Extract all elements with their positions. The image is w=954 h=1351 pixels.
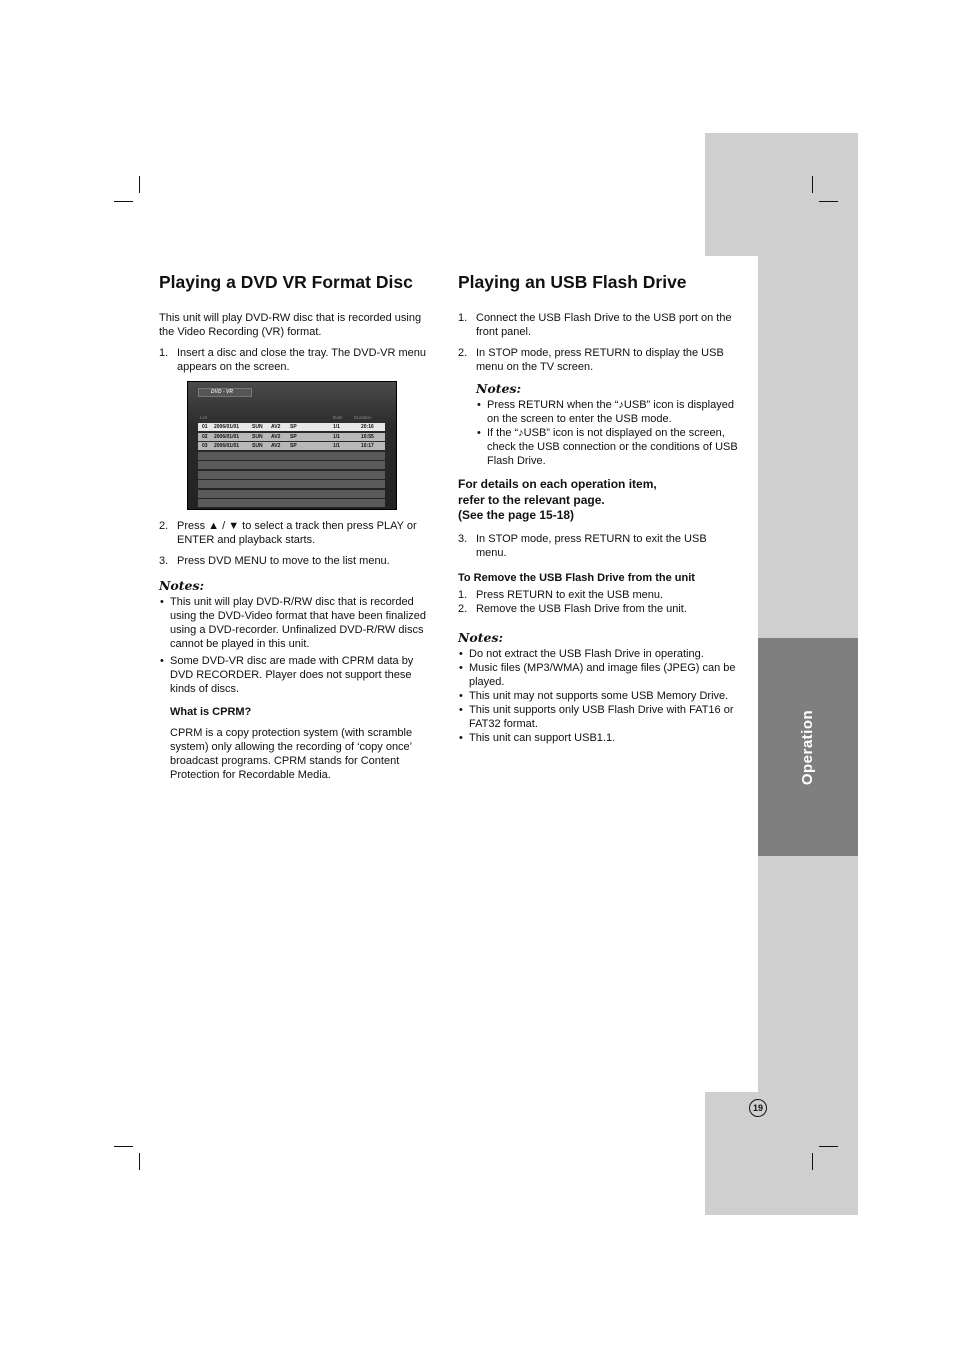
table-row-empty — [198, 490, 385, 498]
crop-mark — [812, 1153, 813, 1170]
table-row: 03 2006/01/01 SUN AV2 SP 1/1 10:17 — [198, 442, 385, 450]
cprm-heading: What is CPRM? — [170, 706, 252, 718]
notes-heading: Notes: — [476, 381, 522, 396]
table-row-empty — [198, 480, 385, 488]
note-item: • This unit can support USB1.1. — [459, 731, 616, 744]
cprm-text: CPRM is a copy protection system (with scramble system) only allowing the recording of ‘copy once’ broadcast programs. CPRM stands for Content Protection for Recordable Media. — [170, 727, 413, 781]
cprm-block — [159, 705, 431, 782]
crop-mark — [114, 1146, 133, 1147]
notes-heading: Notes: — [458, 629, 504, 645]
menu-tab: DVD - VR — [198, 388, 252, 397]
crop-mark — [819, 1146, 838, 1147]
step-item: 3. Press DVD MENU to move to the list menu. — [159, 555, 390, 567]
note-item: • This unit may not supports some USB Memory Drive. — [459, 689, 729, 702]
right-column — [458, 272, 738, 745]
intro-text: This unit will play DVD-RW disc that is recorded using the Video Recording (VR) format. — [159, 312, 422, 338]
table-row-empty — [198, 499, 385, 507]
table-row-empty — [198, 461, 385, 469]
note-item: • Some DVD-VR disc are made with CPRM data by DVD RECORDER. Player does not support these kinds of discs. — [160, 655, 414, 695]
menu-rows — [198, 423, 385, 509]
table-row: 02 2006/01/01 SUN AV2 SP 1/1 10:55 — [198, 433, 385, 441]
page-number: 19 — [749, 1099, 767, 1117]
note-item: • If the “♪USB” icon is not displayed on the screen, check the USB connection or the conditions of USB Flash Drive. — [477, 427, 738, 467]
details-reference: For details on each operation item, refer to the relevant page. (See the page 15-18) — [458, 477, 657, 522]
usb-steps — [458, 311, 738, 374]
step-item: 1. Insert a disc and close the tray. The DVD-VR menu appears on the screen. — [159, 347, 427, 373]
step-item: 2. Press ▲ / ▼ to select a track then press PLAY or ENTER and playback starts. — [159, 520, 417, 546]
side-tab-low — [758, 856, 858, 1092]
step-item: 2. In STOP mode, press RETURN to display the USB menu on the TV screen. — [458, 347, 724, 373]
remove-steps — [458, 588, 738, 616]
note-item: • Do not extract the USB Flash Drive in operating. — [459, 647, 704, 660]
table-row-empty — [198, 452, 385, 460]
dvd-vr-steps-continued — [159, 519, 431, 568]
step-item: 1. Press RETURN to exit the USB menu. — [458, 588, 664, 601]
table-row-empty — [198, 471, 385, 479]
side-tab-mid — [758, 256, 858, 638]
section-title-usb: Playing an USB Flash Drive — [458, 272, 687, 292]
notes-heading: Notes: — [159, 578, 205, 593]
step-item: 2. Remove the USB Flash Drive from the unit. — [458, 602, 687, 615]
note-item: • This unit supports only USB Flash Drive with FAT16 or FAT32 format. — [459, 703, 734, 730]
crop-mark — [139, 1153, 140, 1170]
note-item: • This unit will play DVD-R/RW disc that is recorded using the DVD-Video format that have been finalized using a DVD-recorder. Unfinalized DVD-R/RW discs cannot be played in this unit. — [160, 596, 427, 650]
table-row: 01 2006/01/01 SUN AV2 SP 1/1 20:16 — [198, 423, 385, 431]
crop-mark — [819, 201, 838, 202]
note-item: • Music files (MP3/WMA) and image files (JPEG) can be played. — [459, 661, 736, 688]
notes-list — [159, 595, 431, 696]
step-item: 3. In STOP mode, press RETURN to exit the USB menu. — [458, 532, 707, 559]
side-tab-top — [705, 133, 858, 256]
crop-mark — [812, 176, 813, 193]
dvd-vr-menu-screenshot: DVD - VR List Date Duration 01 2006/01/01 SUN AV2 SP 1/1 20:16 02 2006/01/01 SUN AV2 SP 1/1 10:55 03 2006/01/01 SUN AV2 SP 1/1 10:17 — [187, 381, 397, 510]
section-title-dvd-vr: Playing a DVD VR Format Disc — [159, 272, 413, 292]
step-item: 1. Connect the USB Flash Drive to the USB port on the front panel. — [458, 312, 732, 338]
usb-notes-block — [458, 381, 738, 468]
section-label: Operation — [799, 709, 817, 785]
side-tab-bottom — [705, 1092, 858, 1215]
usb-steps-exit — [458, 532, 738, 560]
notes-list — [458, 647, 738, 745]
crop-mark — [139, 176, 140, 193]
remove-heading: To Remove the USB Flash Drive from the unit — [458, 571, 695, 584]
crop-mark — [114, 201, 133, 202]
notes-list — [476, 398, 738, 468]
note-item: • Press RETURN when the “♪USB” icon is displayed on the screen to enter the USB mode. — [477, 399, 734, 425]
left-column — [159, 272, 431, 782]
dvd-vr-steps — [159, 346, 431, 374]
